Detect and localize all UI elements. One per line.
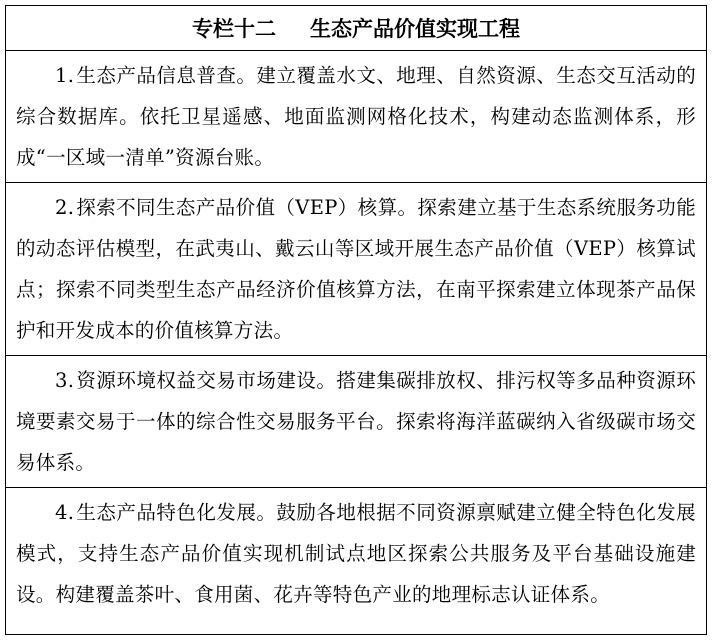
item-number: 1. — [55, 64, 75, 87]
list-item — [6, 488, 706, 619]
list-item — [6, 183, 706, 356]
item-heading: 生态产品信息普查。 — [76, 64, 257, 87]
item-number: 2. — [55, 196, 75, 219]
list-item — [6, 356, 706, 488]
box-title: 生态产品价值实现工程 — [310, 17, 520, 41]
box-label: 专栏十二 — [192, 17, 276, 41]
item-heading: 生态产品特色化发展。 — [76, 501, 277, 524]
column-box — [5, 5, 707, 635]
item-text: 建立覆盖水文、地理、自然资源、生态交互活动的综合数据库。依托卫星遥感、地面监测网格化技术，构建动态监测体系，形成“一区域一清单”资源台账。 — [16, 64, 697, 169]
item-text: 搭建集碳排放权、排污权等多品种资源环境要素交易于一体的综合性交易服务平台。探索将海洋蓝碳纳入省级碳市场交易体系。 — [16, 369, 697, 474]
item-heading: 资源环境权益交易市场建设。 — [76, 369, 337, 392]
box-header — [6, 6, 706, 51]
item-text: 鼓励各地根据不同资源禀赋建立健全特色化发展模式，支持生态产品价值实现机制试点地区探索公共服务及平台基础设施建设。构建覆盖茶叶、食用菌、花卉等特色产业的地理标志认证体系。 — [16, 501, 696, 606]
item-heading: 探索不同生态产品价值（VEP）核算。 — [76, 196, 418, 219]
item-number: 4. — [55, 501, 75, 524]
list-item — [6, 51, 706, 183]
item-text: 探索建立基于生态系统服务功能的动态评估模型，在武夷山、戴云山等区域开展生态产品价值（VEP）核算试点；探索不同类型生态产品经济价值核算方法，在南平探索建立体现茶产品保护和开发成本的价值核算方法。 — [16, 196, 696, 342]
item-number: 3. — [55, 369, 75, 392]
